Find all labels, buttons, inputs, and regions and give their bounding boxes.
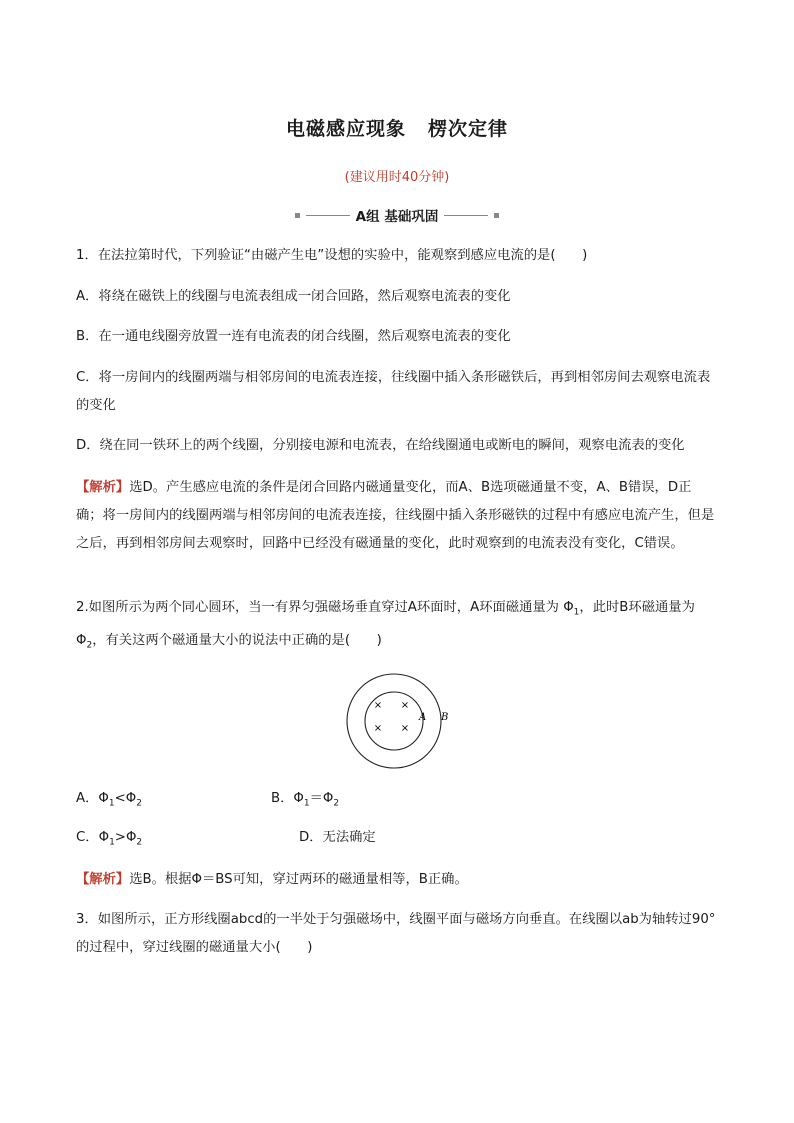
q2-stem-b: ，此时B环磁通量为 Φ xyxy=(76,600,695,648)
q1-stem: 1．在法拉第时代，下列验证“由磁产生电”设想的实验中，能观察到感应电流的是( ) xyxy=(76,248,588,263)
q1-option-a: A．将绕在磁铁上的线圈与电流表组成一闭合回路，然后观察电流表的变化 xyxy=(76,289,511,304)
ring-b xyxy=(347,674,441,768)
q2-analysis xyxy=(76,866,716,894)
divider-line-right xyxy=(444,215,488,216)
field-mark: × xyxy=(400,723,410,734)
page-title xyxy=(0,114,794,141)
section-label: A组 基础巩固 xyxy=(355,209,439,225)
q1-analysis-text: 选D。产生感应电流的条件是闭合回路内磁通量变化，而A、B选项磁通量不变，A、B错误，D正确；将一房间内的线圈两端与相邻房间的电流表连接，往线圈中插入条形磁铁的过程中有感应电流产生，但是之后，再到相邻房间去观察时，回路中已经没有磁通量的变化，此时观察到的电流表没有变化，C错误。 xyxy=(76,480,715,551)
q2-option-c: C．$\Phi_1>\Phi_2$ xyxy=(76,830,143,848)
ring-b-label: B xyxy=(441,712,449,723)
analysis-tag: 【解析】 xyxy=(76,872,130,887)
divider-dot-right xyxy=(494,213,499,218)
concentric-rings-figure xyxy=(340,668,460,778)
q2-stem-a: 2.如图所示为两个同心圆环，当一有界匀强磁场垂直穿过A环面时，A环面磁通量为 Φ xyxy=(76,600,574,615)
field-mark: × xyxy=(373,723,383,734)
divider-dot-left xyxy=(295,213,300,218)
title-part1: 电磁感应现象 xyxy=(285,118,406,140)
q2-analysis-text: 选B。根据Φ＝BS可知，穿过两环的磁通量相等，B正确。 xyxy=(129,872,468,887)
q3-stem: 3．如图所示，正方形线圈abcd的一半处于匀强磁场中，线圈平面与磁场方向垂直。在线圈以ab为轴转过90°的过程中，穿过线圈的磁通量大小( ) xyxy=(76,912,716,955)
q2-option-a: A．$\Phi_1<\Phi_2$ xyxy=(76,791,142,809)
title-part2: 楞次定律 xyxy=(428,118,509,140)
divider-line-left xyxy=(306,215,350,216)
q1-option-b: B．在一通电线圈旁放置一连有电流表的闭合线圈，然后观察电流表的变化 xyxy=(76,329,511,344)
q1-option-c: C．将一房间内的线圈两端与相邻房间的电流表连接，往线圈中插入条形磁铁后，再到相邻房间去观察电流表的变化 xyxy=(76,370,711,413)
q2-option-b: B．$\Phi_1=\Phi_2$ xyxy=(271,791,340,809)
ring-a-label: A xyxy=(419,712,427,723)
section-header xyxy=(0,205,794,225)
q2-stem xyxy=(76,594,716,659)
q2-option-d: D．无法确定 xyxy=(299,830,376,845)
q1-analysis xyxy=(76,474,716,558)
q2-sub2: 2 xyxy=(86,640,93,651)
q2-sub1: 1 xyxy=(573,607,580,618)
analysis-tag: 【解析】 xyxy=(76,480,130,495)
q2-stem-c: ，有关这两个磁通量大小的说法中正确的是( ) xyxy=(92,632,382,648)
field-mark: × xyxy=(373,700,383,711)
q1-option-d: D．绕在同一铁环上的两个线圈，分别接电源和电流表，在给线圈通电或断电的瞬间，观察电流表的变化 xyxy=(76,438,685,453)
suggested-time: (建议用时40分钟) xyxy=(344,170,450,185)
field-mark: × xyxy=(400,700,410,711)
